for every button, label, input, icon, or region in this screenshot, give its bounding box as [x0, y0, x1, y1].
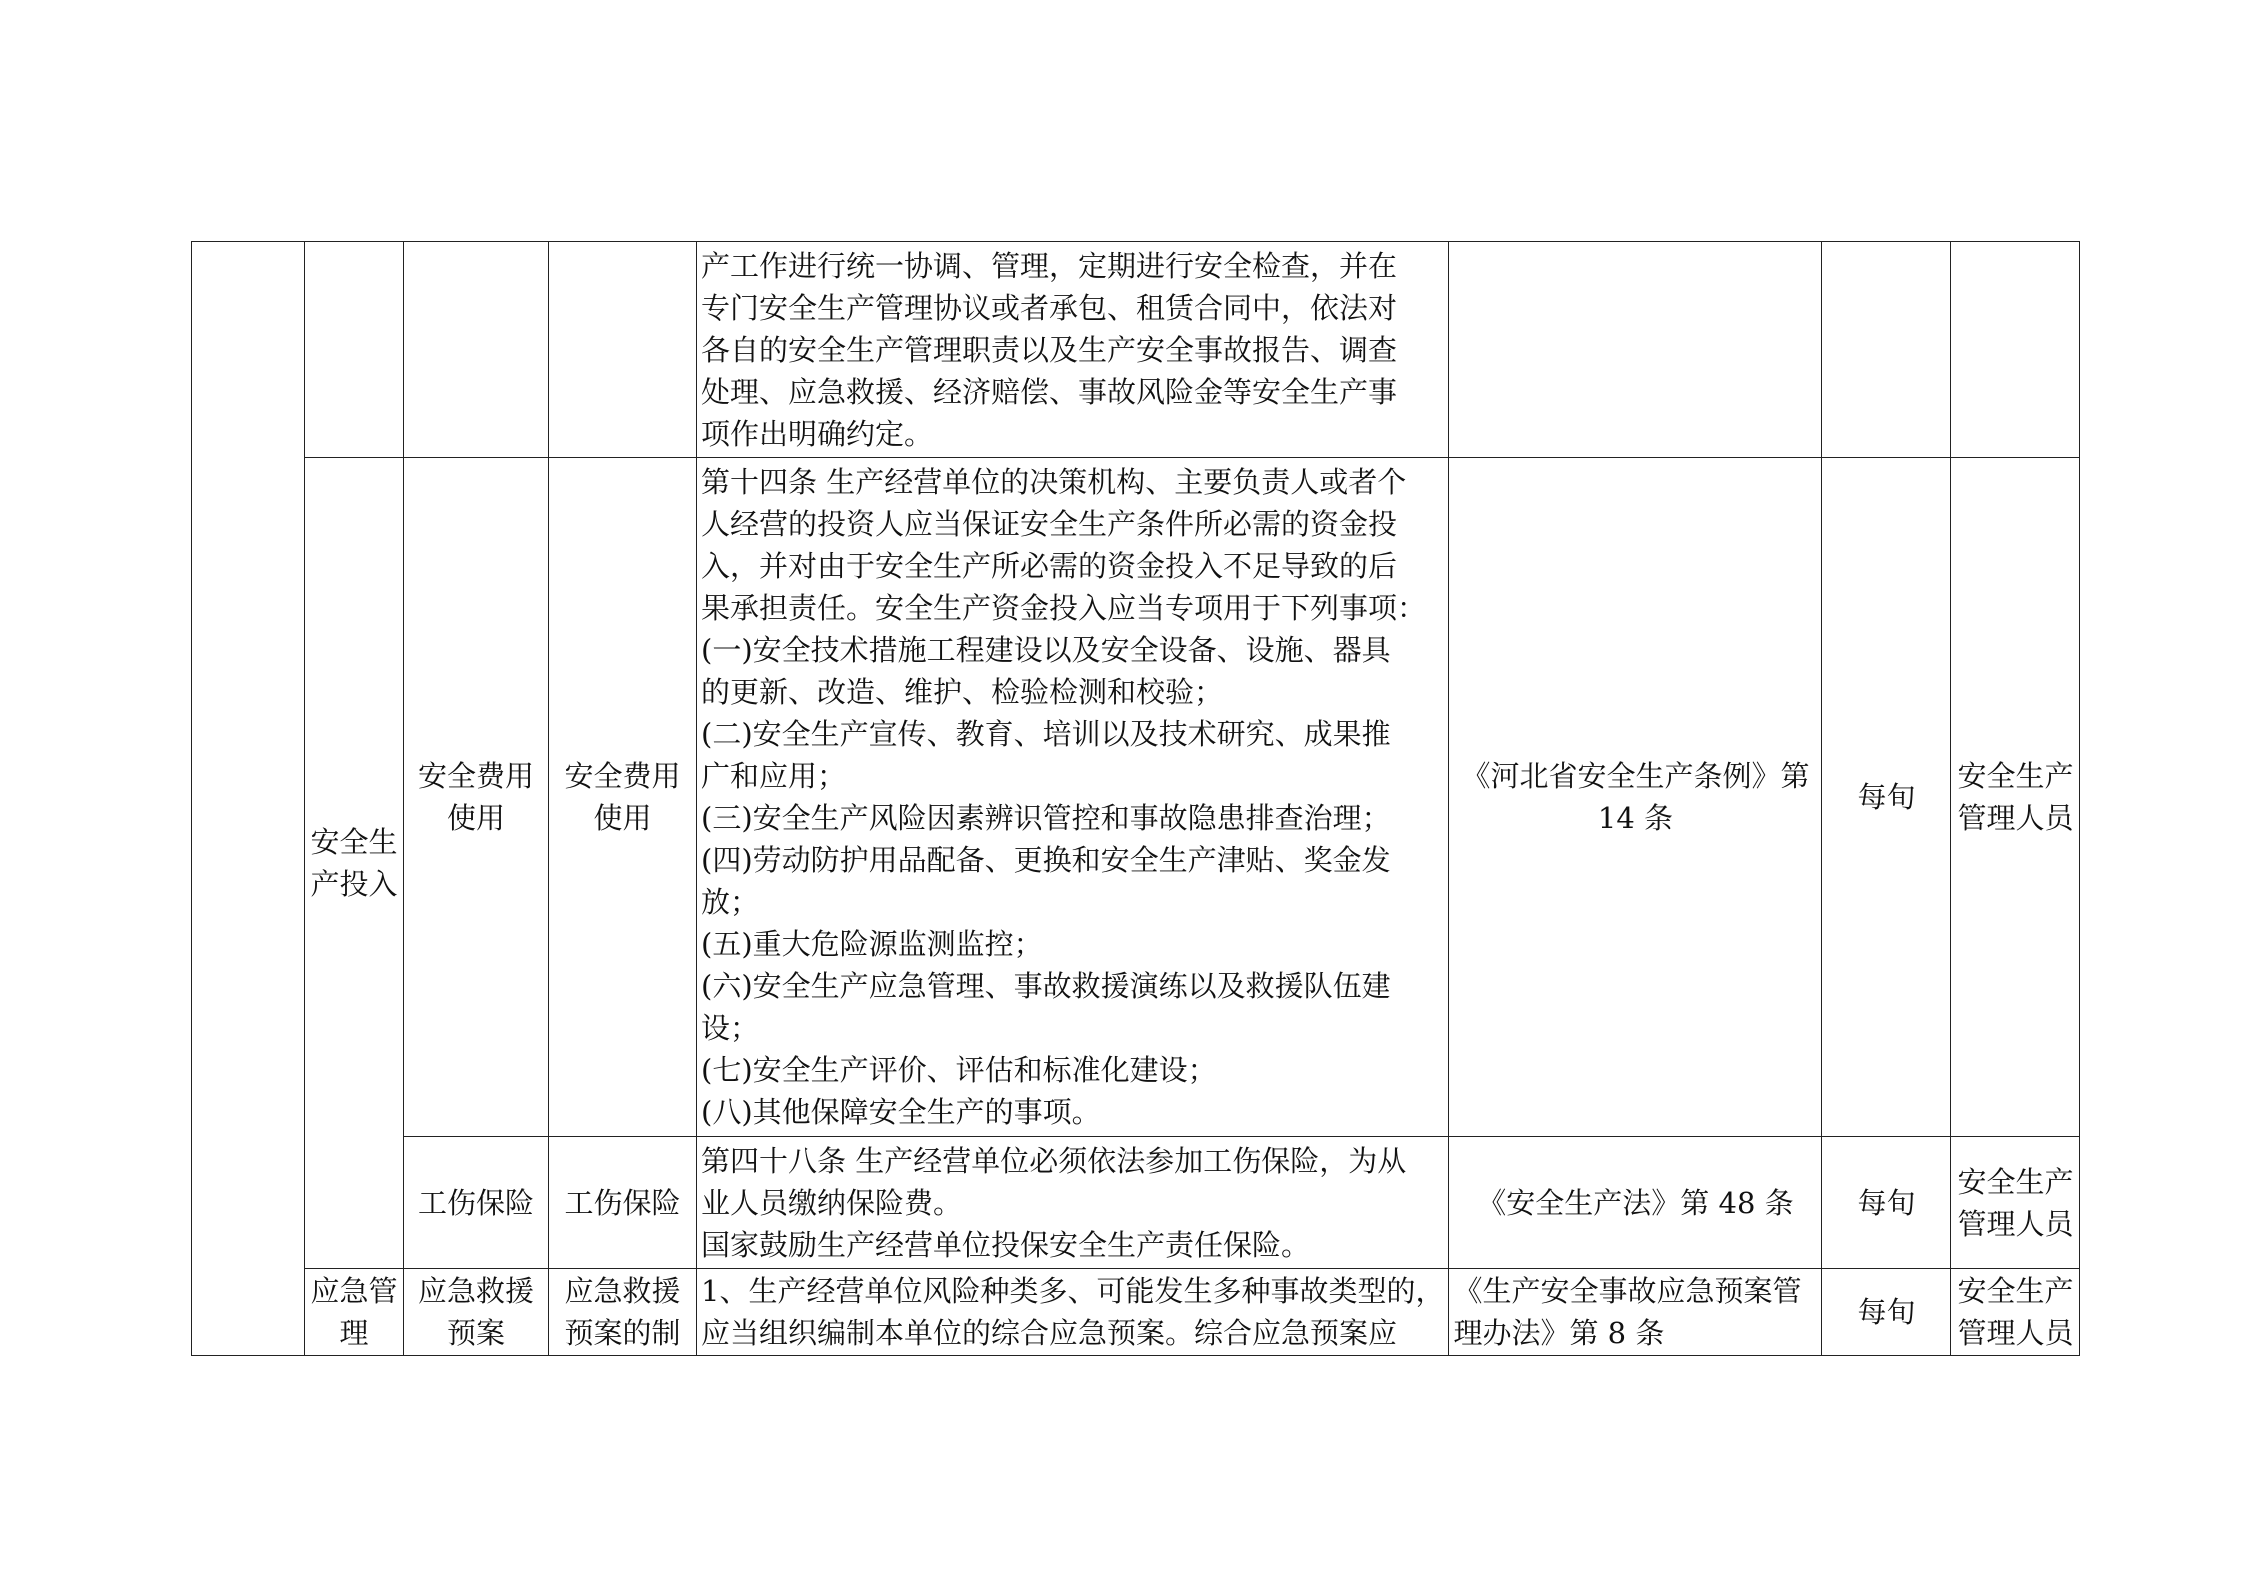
requirement-text-cell [697, 1137, 1449, 1269]
text-line: 广和应用； [701, 759, 847, 793]
text-line: 应当组织编制本单位的综合应急预案。综合应急预案应 [701, 1316, 1398, 1350]
text-line: 入，并对由于安全生产所必需的资金投入不足导致的后 [701, 549, 1398, 583]
frequency-cell: 每旬 [1822, 1269, 1951, 1356]
text-line: 各自的安全生产管理职责以及生产安全事故报告、调查 [701, 332, 1398, 367]
text-line: (四)劳动防护用品配备、更换和安全生产津贴、奖金发 [701, 843, 1391, 877]
blank-cell-major-category [192, 242, 305, 1356]
text-line: 果承担责任。安全生产资金投入应当专项用于下列事项： [701, 591, 1427, 625]
responsible-cell: 安全生产 管理人员 [1951, 1137, 2080, 1269]
table-row-continuation [192, 242, 2080, 458]
text-line: (七)安全生产评价、评估和标准化建设； [701, 1053, 1217, 1087]
frequency-cell: 每旬 [1822, 458, 1951, 1137]
text-line: 人经营的投资人应当保证安全生产条件所必需的资金投 [701, 507, 1398, 541]
text-line: (三)安全生产风险因素辨识管控和事故隐患排查治理； [701, 801, 1391, 835]
text-line: 第十四条 生产经营单位的决策机构、主要负责人或者个 [701, 465, 1407, 499]
requirement-text-cell [697, 458, 1449, 1137]
inspection-table [191, 241, 2080, 1356]
text-line: 放； [701, 885, 760, 919]
content-cell-emergency-plan: 应急救援 预案的制 [549, 1269, 697, 1356]
requirement-text-cell [697, 1269, 1449, 1356]
responsible-cell: 安全生产 管理人员 [1951, 458, 2080, 1137]
table-row-emergency [192, 1269, 2080, 1356]
text-line: (六)安全生产应急管理、事故救援演练以及救援队伍建 [701, 969, 1391, 1003]
text-line: 处理、应急救援、经济赔偿、事故风险金等安全生产事 [701, 374, 1398, 409]
responsible-cell: 安全生产 管理人员 [1951, 1269, 2080, 1356]
text-line: (八)其他保障安全生产的事项。 [701, 1095, 1101, 1129]
table-row-insurance [192, 1137, 2080, 1269]
text-line: 国家鼓励生产经营单位投保安全生产责任保险。 [701, 1227, 1311, 1262]
blank-cell [1951, 242, 2080, 458]
item-cell-safety-fee: 安全费用 使用 [404, 458, 549, 1137]
text-line: 的更新、改造、维护、检验检测和校验； [701, 675, 1224, 709]
blank-cell [305, 242, 404, 458]
category-cell-emergency: 应急管 理 [305, 1269, 404, 1356]
text-line: 第四十八条 生产经营单位必须依法参加工伤保险，为从 [701, 1143, 1407, 1178]
legal-basis-cell: 《河北省安全生产条例》第 14 条 [1449, 458, 1822, 1137]
requirement-text-cell [697, 242, 1449, 458]
text-line: 专门安全生产管理协议或者承包、租赁合同中，依法对 [701, 290, 1398, 325]
frequency-cell: 每旬 [1822, 1137, 1951, 1269]
blank-cell [549, 242, 697, 458]
table-row-safety-fee [192, 458, 2080, 1137]
content-cell-insurance: 工伤保险 [549, 1137, 697, 1269]
text-line: (二)安全生产宣传、教育、培训以及技术研究、成果推 [701, 717, 1391, 751]
blank-cell [1449, 242, 1822, 458]
text-line: 项作出明确约定。 [701, 416, 934, 451]
text-line: (一)安全技术措施工程建设以及安全设备、设施、器具 [701, 633, 1391, 667]
text-line: 业人员缴纳保险费。 [701, 1185, 963, 1220]
content-cell-safety-fee: 安全费用 使用 [549, 458, 697, 1137]
item-cell-emergency-plan: 应急救援 预案 [404, 1269, 549, 1356]
blank-cell [404, 242, 549, 458]
category-cell-safety-investment: 安全生 产投入 [305, 458, 404, 1269]
text-line: 产工作进行统一协调、管理，定期进行安全检查，并在 [701, 248, 1398, 283]
text-line: 1、生产经营单位风险种类多、可能发生多种事故类型的， [701, 1274, 1445, 1308]
text-line: 设； [701, 1011, 760, 1045]
legal-basis-cell: 《生产安全事故应急预案管 理办法》第 8 条 [1449, 1269, 1822, 1356]
blank-cell [1822, 242, 1951, 458]
text-line: (五)重大危险源监测监控； [701, 927, 1043, 961]
item-cell-insurance: 工伤保险 [404, 1137, 549, 1269]
legal-basis-cell: 《安全生产法》第 48 条 [1449, 1137, 1822, 1269]
